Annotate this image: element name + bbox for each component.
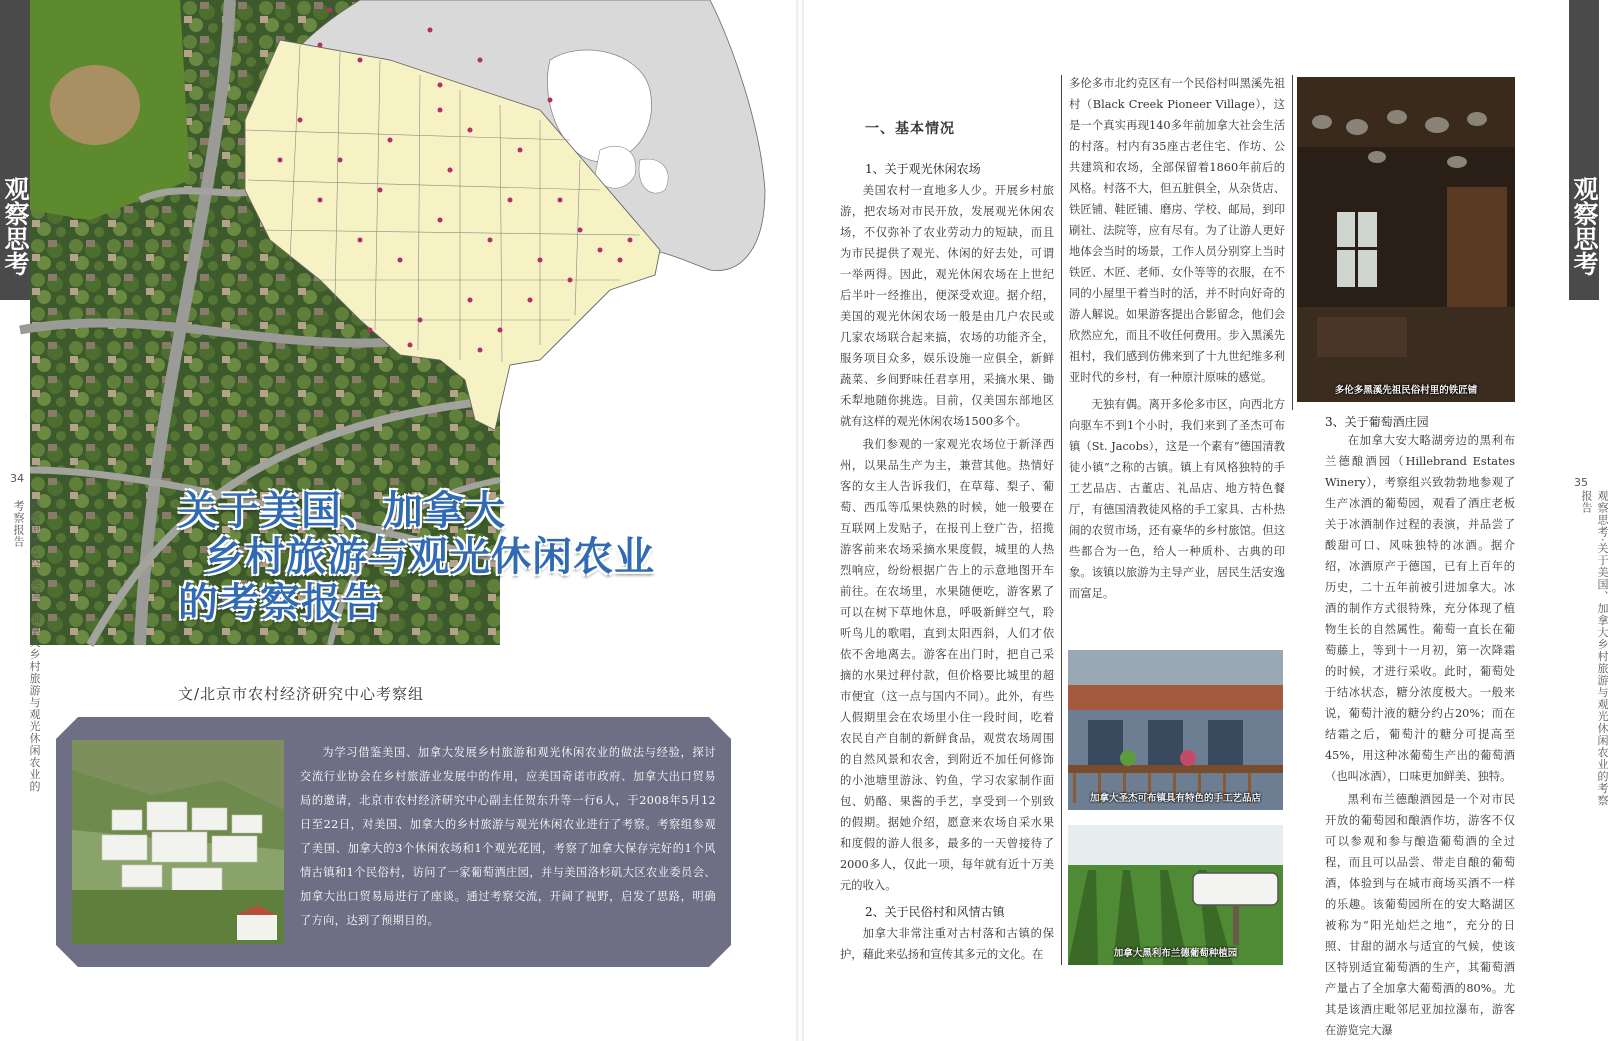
white-town-photo [72,740,284,944]
subhead-1: 1、关于观光休闲农场 [865,162,981,176]
col1-paragraph-3 [840,923,1054,965]
vineyard-photo [1068,825,1283,965]
section-1-heading: 一、基本情况 [865,121,955,137]
col1-paragraph-3-text: 加拿大非常注重对古村落和古镇的保护，藉此来弘扬和宣传其多元的文化。在 [840,927,1054,961]
column-rule-1 [1061,75,1062,965]
north-america-map [240,0,770,430]
side-tab-left-label: 观察思考 [1,176,30,276]
page-number-left: 34 [10,472,24,485]
right-side-strip [1569,0,1599,170]
craft-shop-photo [1068,650,1283,810]
col1-paragraph-1: 美国农村一直地多人少。开展乡村旅游，把农场对市民开放，发展观光休闲农场，不仅弥补了农业劳动力的短缺，而且为市民提供了观光、休闲的好去处，可谓一举两得。因此，观光休闲农场在上世纪后半叶一经推出，便深受欢迎。据介绍，美国的观光休闲农场一般是由几户农民或几家农场联合起来搞，农场的功能齐全，服务项目众多，娱乐设施一应俱全，新鲜蔬菜、乡间野味任君享用，采摘水果、锄禾犁地随你挑选。目前，仅美国东部地区就有这样的观光休闲农场1500多个。 [840,184,1054,428]
page-number-right: 35 [1574,476,1588,489]
running-header-left: 观察思考·关于美国、加拿大乡村旅游与观光休闲农业的考察报告 [12,500,41,793]
title-line-1: 关于美国、加拿大 [178,488,506,534]
caption-town: 加拿大圣杰可布镇具有特色的手工艺品店 [1089,793,1261,804]
subhead-3: 3、关于葡萄酒庄园 [1325,415,1429,429]
side-tab-left [0,170,30,300]
byline: 文/北京市农村经济研究中心考察组 [178,685,425,703]
text-column-2 [1069,73,1285,604]
title-line-2: 乡村旅游与观光休闲农业 [204,534,655,580]
article-title [178,488,798,626]
col2-paragraph-1: 多伦多市北约克区有一个民俗村叫黑溪先祖村（Black Creek Pioneer Village），这是一个真实再现140多年前加拿大社会生活的村落。村内有35座古老住宅、作坊、公共建筑和农场，全部保留着1860年前后的风格。村落不大，但五脏俱全，从杂货店、铁匠铺、鞋匠铺、磨房、学校、邮局，到印刷社、法院等，应有尽有。为了让游人更好地体会当时的场景，工作人员分别穿上当时铁匠、木匠、老师、女仆等等的衣服，在不同的小屋里干着当时的活，并不时向好奇的游人解说。如果游客提出合影留念，他们会欣然应允，而且不收任何费用。步入黑溪先祖村，我们感到仿佛来到了十九世纪维多利亚时代的乡村，有一种原汁原味的感觉。 [1069,77,1285,384]
running-header-right: 观察思考·关于美国、加拿大乡村旅游与观光休闲农业的考察报告 [1580,490,1609,807]
text-column-1 [840,180,1054,896]
col2-paragraph-2: 无独有偶。离开多伦多市区，向西北方向驱车不到1个小时，我们来到了圣杰可布镇（St. Jacobs），这是一个素有“德国清教徒小镇”之称的古镇。镇上有风格独特的手工艺品店、古董店、礼品店、地方特色餐厅，有德国清教徒风格的手工家具、古朴热闹的农贸市场，还有豪华的乡村旅馆。但这些都合为一色，给人一种质朴、古典的印象。该镇以旅游为主导产业，居民生活安逸而富足。 [1069,398,1285,600]
col3-paragraph-1: 在加拿大安大略湖旁边的黑利布兰德酿酒园（Hillebrand Estates Winery），考察组兴致勃勃地参观了生产冰酒的葡萄园，观看了酒庄老板关于冰酒制作过程的表演，并品尝了酸甜可口、风味独特的冰酒。据介绍，冰酒原产于德国，已有上百年的历史，二十五年前被引进加拿大。冰酒的制作方式很特殊，充分体现了植物生长的自然属性。葡萄一直长在葡萄藤上，等到十一月初，第一次降霜的时候，才进行采收。此时，葡萄处于结冰状态，糖分浓度极大。一般来说，葡萄汁液的糖分约占20%；而在结霜之后，葡萄汁的糖分可提高至45%，用这种冰葡萄生产出的葡萄酒（也叫冰酒），口味更加鲜美、独特。 [1325,434,1515,783]
blacksmith-shop-photo [1297,77,1515,402]
intro-text: 为学习借鉴美国、加拿大发展乡村旅游和观光休闲农业的做法与经验，探讨交流行业协会在乡村旅游业发展中的作用，应美国奇诺市政府、加拿大出口贸易局的邀请，北京市农村经济研究中心副主任贺东升等一行6人，于2008年5月12日至22日，对美国、加拿大的乡村旅游与观光休闲农业进行了考察。考察组参观了美国、加拿大的3个休闲农场和1个观光花园，考察了加拿大保存完好的1个风情古镇和1个民俗村，访问了一家葡萄酒庄园，并与美国洛杉矶大区农业委员会、加拿大出口贸易局进行了座谈。通过考察交流，开阔了视野，启发了思路，明确了方向，达到了预期目的。 [300,746,716,927]
caption-village: 多伦多黑溪先祖民俗村里的铁匠铺 [1334,385,1478,396]
subhead-2: 2、关于民俗村和风情古镇 [865,905,1005,919]
side-tab-right [1569,170,1599,300]
col1-paragraph-2: 我们参观的一家观光农场位于新泽西州，以果品生产为主，兼营其他。热情好客的女主人告诉我们，在草莓、梨子、葡萄、西瓜等瓜果快熟的时候，她一般要在互联网上发贴子，在报刊上登广告，招揽游客前来农场采摘水果度假，城里的人热烈响应，纷纷根据广告上的示意地图开车前往。在农场里，水果随便吃，游客累了可以在树下草地休息，呼吸新鲜空气，聆听鸟儿的歌唱，直到太阳西斜，人们才依依不舍地离去。游客在出门时，把自己采摘的水果过秤付款，但价格要比城里的超市便宜（这一点与国内不同）。此外，有些人假期里会在农场里小住一段时间，吃着农民自产自制的新鲜食品，观赏农场周围的自然风景和农舍，到附近不加任何修饰的小池塘里游泳、钓鱼，学习农家制作面包、奶酪、果酱的手艺，享受到一个别致的假期。据她介绍，愿意来农场自采水果和度假的游人很多，最多的一天曾接待了2000多人，仅此一项，每年就有近十万美元的收入。 [840,438,1054,892]
text-column-3 [1325,430,1515,1041]
col3-paragraph-2: 黑利布兰德酿酒园是一个对市民开放的葡萄园和酿酒作坊，游客不仅可以参观和参与酿造葡萄酒的全过程，而且可以品尝、带走自酿的葡萄酒，体验到与在城市商场买酒不一样的乐趣。该葡萄园所在的安大略湖区被称为“阳光灿烂之地”，充分的日照、甘甜的湖水与适宜的气候，使该区特别适宜葡萄酒的生产，其葡萄酒产量占了全加拿大葡萄酒的80%。尤其是该酒庄毗邻尼亚加拉瀑布，游客在游览完大瀑 [1325,793,1515,1037]
side-tab-right-label: 观察思考 [1570,176,1599,276]
title-line-3: 的考察报告 [178,580,383,626]
caption-vineyard: 加拿大黑利布兰德葡萄种植园 [1113,948,1238,959]
column-rule-2 [1292,75,1293,410]
left-side-strip [0,0,30,170]
